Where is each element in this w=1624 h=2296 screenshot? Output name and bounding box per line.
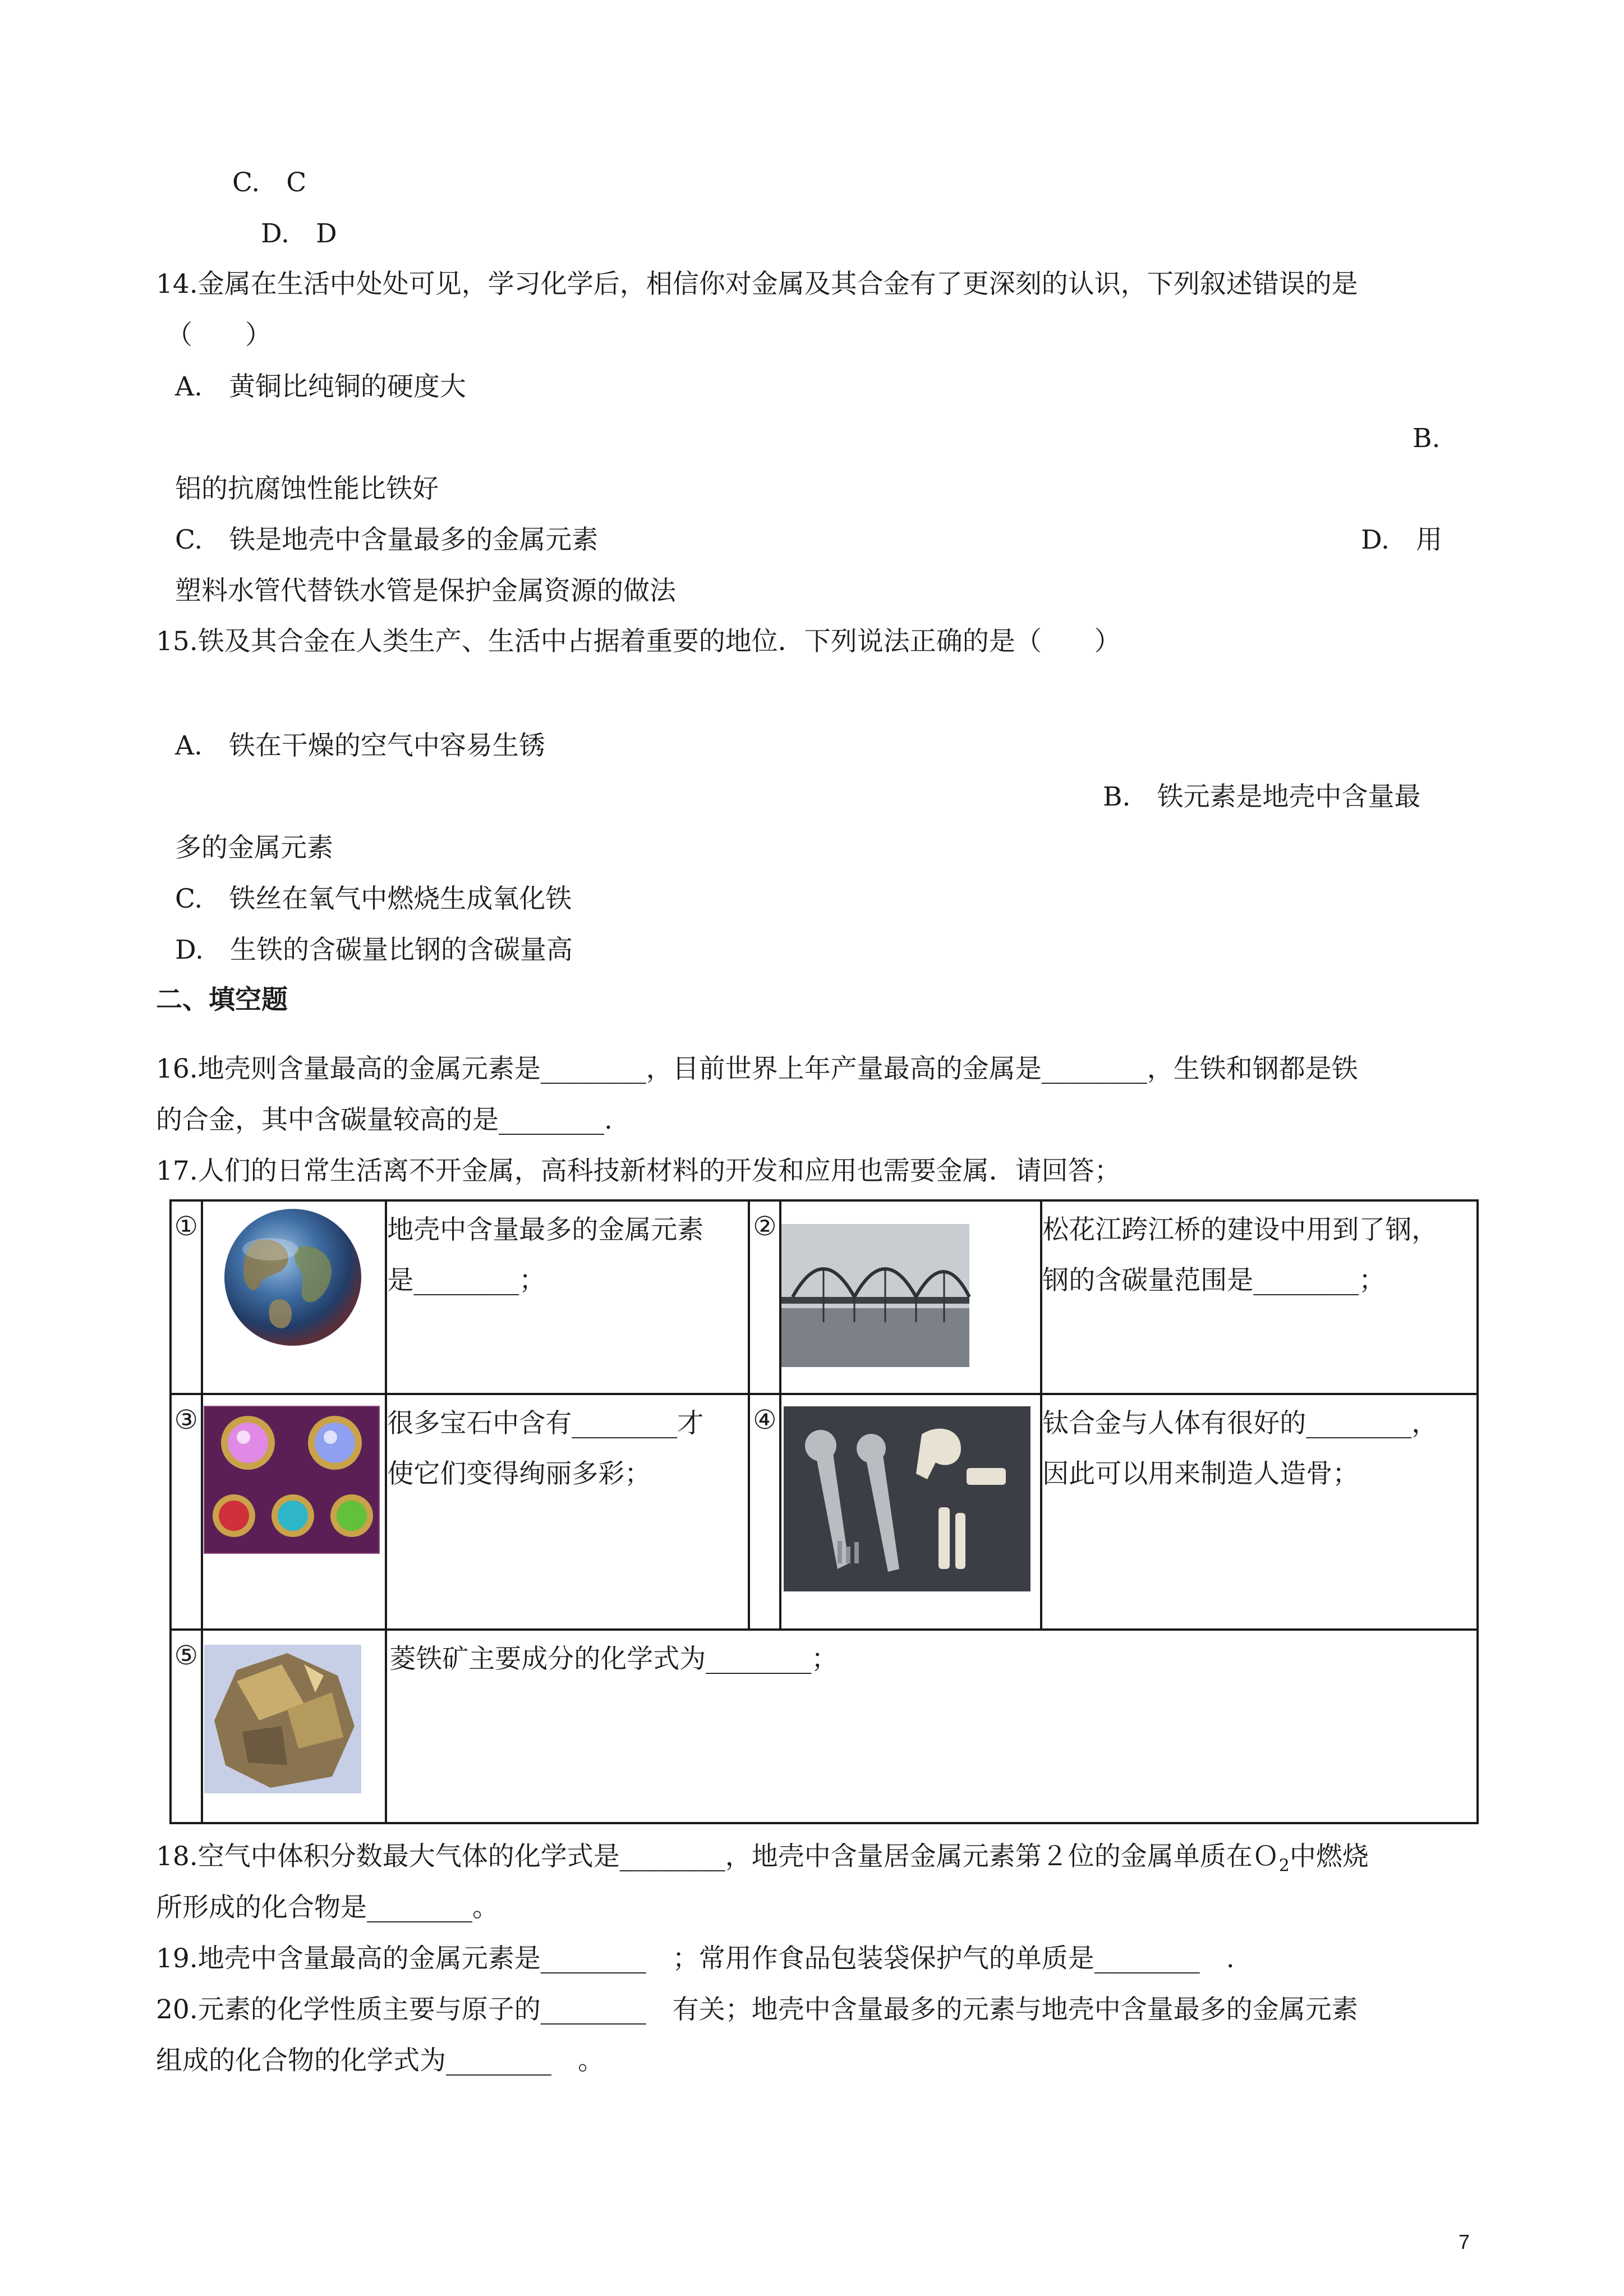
- q18-line-2: 所形成的化合物是________。: [156, 1892, 499, 1923]
- image-cell: [202, 1200, 387, 1394]
- q20-line-2: 组成的化合物的化学式为________ 。: [156, 2045, 604, 2076]
- q18-subscript: 2: [1278, 1856, 1290, 1876]
- siderite-mineral-image: [203, 1631, 383, 1821]
- q15-option-b-text: 多的金属元素: [175, 832, 333, 863]
- q17-stem: 17.人们的日常生活离不开金属，高科技新材料的开发和应用也需要金属．请回答；: [156, 1156, 1121, 1186]
- q16-line-1: 16.地壳则含量最高的金属元素是________，目前世界上年产量最高的金属是________，生铁和钢都是铁: [156, 1053, 1358, 1084]
- q17-table: [169, 1199, 1479, 1824]
- q16-line-2: 的合金，其中含碳量较高的是________.: [156, 1105, 613, 1135]
- q14-stem-line-2: （ ）: [166, 320, 272, 351]
- row-number: ①: [171, 1200, 202, 1394]
- q19-line: 19.地壳中含量最高的金属元素是________ ；常用作食品包装袋保护气的单质是________ .: [156, 1943, 1235, 1974]
- q18-line-1: [156, 1840, 1369, 1883]
- image-cell: [202, 1394, 387, 1630]
- gemstones-image: [203, 1395, 383, 1628]
- q17-table-row: [171, 1630, 1478, 1823]
- q14-stem-line-1: 14.金属在生活中处处可见，学习化学后，相信你对金属及其合金有了更深刻的认识，下列叙述错误的是: [156, 269, 1358, 300]
- q15-option-a: A. 铁在干燥的空气中容易生锈: [175, 730, 545, 761]
- cell-line: 使它们变得绚丽多彩；: [387, 1458, 651, 1489]
- q14-option-c: C. 铁是地壳中含量最多的金属元素: [175, 524, 599, 555]
- image-cell: [780, 1394, 1041, 1630]
- page-number: 7: [1459, 2230, 1470, 2253]
- q14-option-d-text: 塑料水管代替铁水管是保护金属资源的做法: [175, 576, 676, 606]
- image-cell: [780, 1200, 1041, 1394]
- q14-option-b-label: B.: [1413, 423, 1441, 454]
- q18-line-1-end: 中燃烧: [1289, 1841, 1369, 1872]
- table-cell-text: [386, 1630, 1478, 1823]
- cell-line: 地壳中含量最多的金属元素: [387, 1214, 704, 1245]
- table-cell-text: [386, 1394, 749, 1630]
- row-number: ②: [749, 1200, 780, 1394]
- q15-option-d: D. 生铁的含碳量比钢的含碳量高: [175, 935, 573, 965]
- titanium-implants-image: [781, 1395, 1037, 1628]
- cell-line: 是________；: [387, 1265, 546, 1296]
- row-number: ⑤: [171, 1630, 202, 1823]
- q14-option-a: A. 黄铜比纯铜的硬度大: [175, 371, 466, 402]
- q15-option-c: C. 铁丝在氧气中燃烧生成氧化铁: [175, 884, 572, 914]
- row-number: ④: [749, 1394, 780, 1630]
- q15-option-b-label: B. 铁元素是地壳中含量最: [1103, 781, 1421, 812]
- cell-line: 菱铁矿主要成分的化学式为________；: [389, 1644, 838, 1674]
- q14-option-d-label: D. 用: [1361, 524, 1442, 555]
- section-heading-fill-in: 二、填空题: [156, 984, 288, 1015]
- q13-option-d: D. D: [261, 218, 337, 249]
- q17-table-row: [171, 1394, 1478, 1630]
- earth-globe-image: [203, 1202, 383, 1392]
- table-cell-text: [1041, 1200, 1478, 1394]
- cell-line: 钛合金与人体有很好的________，: [1042, 1408, 1438, 1439]
- q18-line-1-text: 18.空气中体积分数最大气体的化学式是________，地壳中含量居金属元素第２位的金属单质在Ｏ: [156, 1841, 1279, 1872]
- q20-line-1: 20.元素的化学性质主要与原子的________ 有关；地壳中含量最多的元素与地壳中含量最多的金属元素: [156, 1994, 1358, 2025]
- cell-line: 松花江跨江桥的建设中用到了钢，: [1042, 1214, 1438, 1245]
- image-cell: [202, 1630, 387, 1823]
- table-cell-text: [1041, 1394, 1478, 1630]
- cell-line: 很多宝石中含有________才: [387, 1408, 704, 1439]
- bridge-image: [781, 1202, 1037, 1392]
- q17-table-row: [171, 1200, 1478, 1394]
- row-number: ③: [171, 1394, 202, 1630]
- cell-line: 钢的含碳量范围是________；: [1042, 1265, 1386, 1296]
- q15-stem: 15.铁及其合金在人类生产、生活中占据着重要的地位．下列说法正确的是（ ）: [156, 626, 1121, 657]
- q14-option-b-text: 铝的抗腐蚀性能比铁好: [175, 473, 439, 504]
- table-cell-text: [386, 1200, 749, 1394]
- q13-option-c: C. C: [232, 167, 307, 198]
- cell-line: 因此可以用来制造人造骨；: [1042, 1458, 1359, 1489]
